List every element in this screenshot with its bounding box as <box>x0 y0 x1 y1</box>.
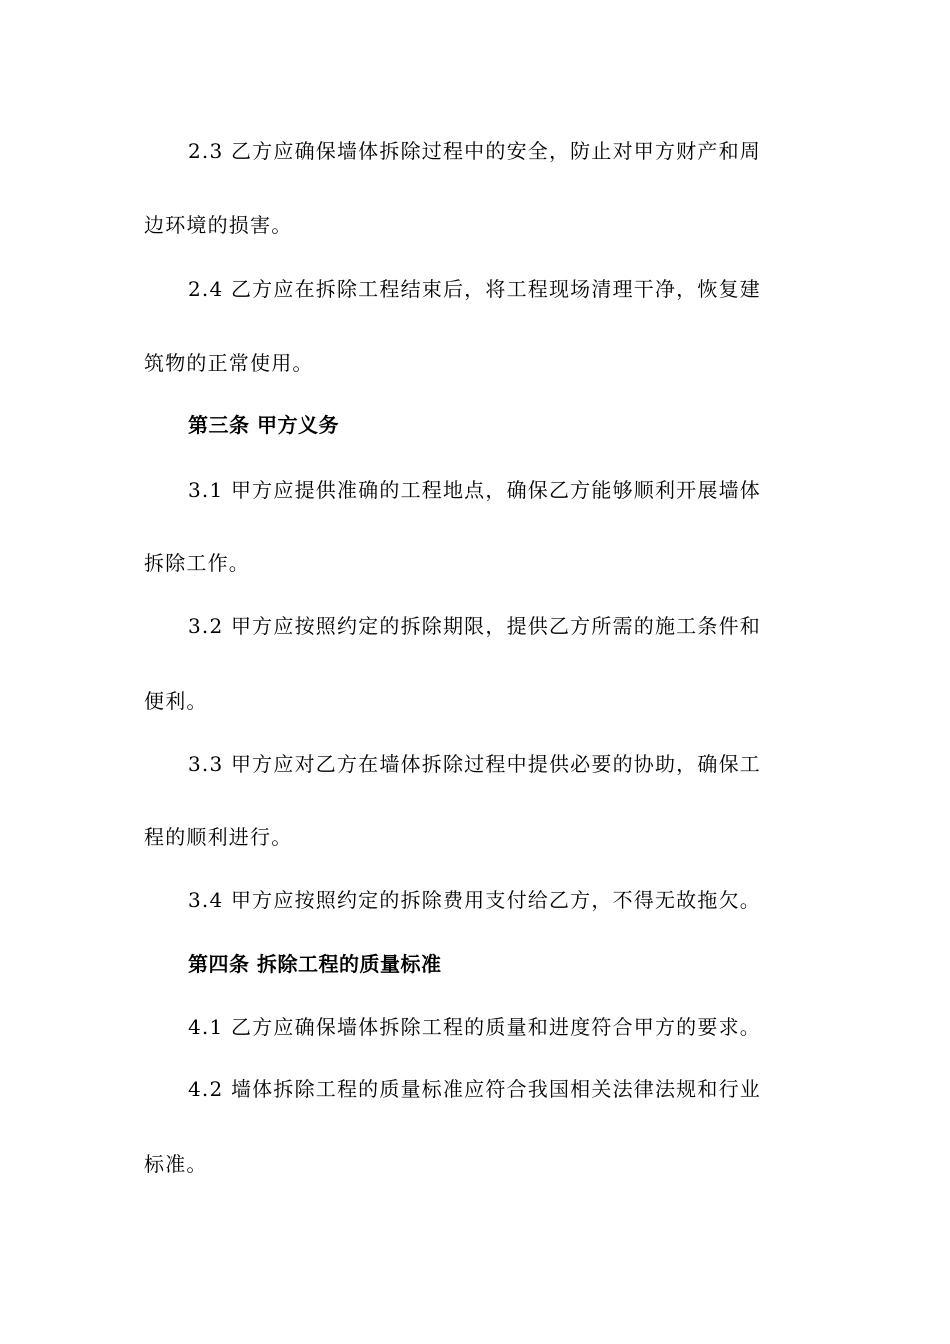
article-3-heading: 第三条 甲方义务 <box>188 413 339 437</box>
article-4-heading: 第四条 拆除工程的质量标准 <box>188 952 442 976</box>
clause-2-4-line-1: 2.4 乙方应在拆除工程结束后，将工程现场清理干净，恢复建 <box>188 277 761 301</box>
clause-3-1-line-1: 3.1 甲方应提供准确的工程地点，确保乙方能够顺利开展墙体 <box>188 478 761 502</box>
clause-3-3-line-2: 程的顺利进行。 <box>144 825 293 849</box>
clause-4-1-line-1: 4.1 乙方应确保墙体拆除工程的质量和进度符合甲方的要求。 <box>188 1015 761 1039</box>
clause-3-4-line-1: 3.4 甲方应按照约定的拆除费用支付给乙方，不得无故拖欠。 <box>188 888 761 912</box>
clause-3-2-line-2: 便利。 <box>144 689 208 713</box>
clause-2-3-line-1: 2.3 乙方应确保墙体拆除过程中的安全，防止对甲方财产和周 <box>188 139 761 163</box>
clause-2-4-line-2: 筑物的正常使用。 <box>144 351 314 375</box>
clause-3-3-line-1: 3.3 甲方应对乙方在墙体拆除过程中提供必要的协助，确保工 <box>188 752 761 776</box>
clause-2-3-line-2: 边环境的损害。 <box>144 213 293 237</box>
clause-3-1-line-2: 拆除工作。 <box>144 551 250 575</box>
clause-3-2-line-1: 3.2 甲方应按照约定的拆除期限，提供乙方所需的施工条件和 <box>188 614 761 638</box>
clause-4-2-line-1: 4.2 墙体拆除工程的质量标准应符合我国相关法律法规和行业 <box>188 1077 761 1101</box>
clause-4-2-line-2: 标准。 <box>144 1152 208 1176</box>
